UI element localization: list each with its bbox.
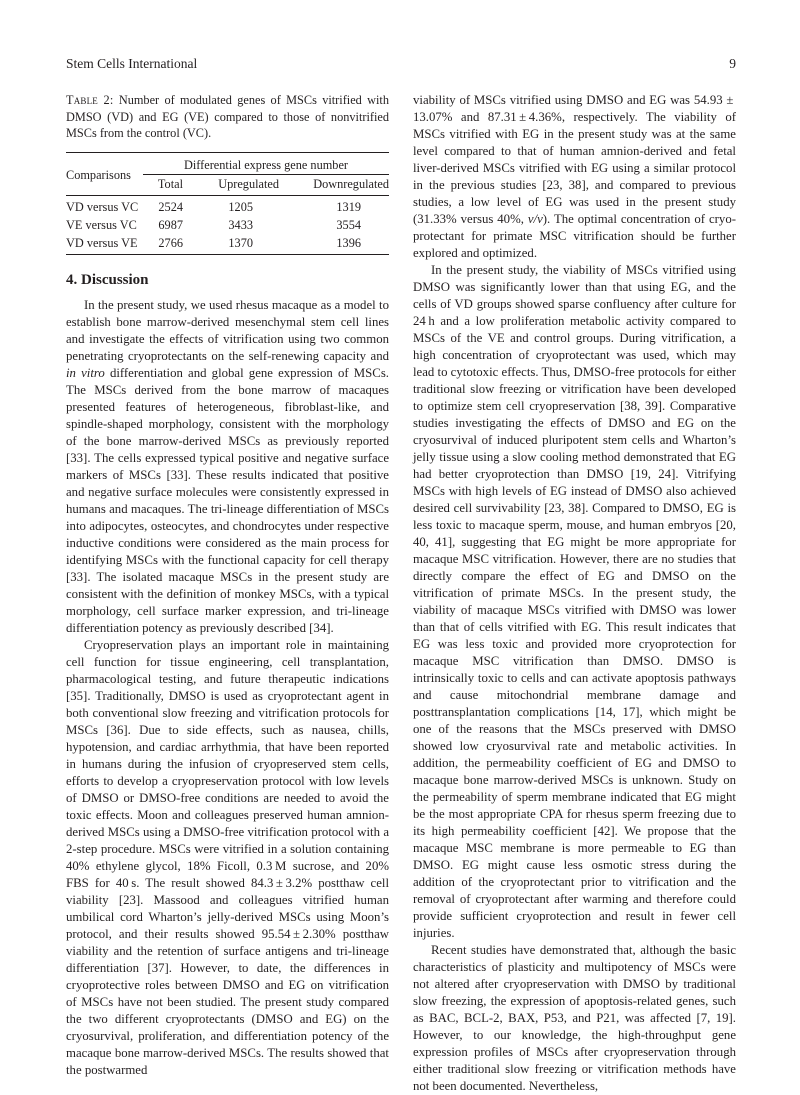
page-number: 9 bbox=[729, 56, 736, 71]
paragraph: In the present study, the viability of MSCs vitrified using DMSO was significantly lower than that using EG, and the cells of VD groups showed sparse confluency after culture for 24 h and a low proliferation metabolic activity compared to MSCs of the VE and control groups. During vitrification, a high concentration of cryoprotectant was used, which may lead to cytotoxic effects. Thus, DMSO-free protocols for either traditional slow freezing or vitrification have been developed to optimize stem cell cryopreservation [38, 39]. Comparative studies investigating the effects of DMSO and EG on the cryosurvival of induced pluripotent stem cells and Wharton’s jelly tissue using a slow cooling method demonstrated that EG had better cryoprotection than DMSO [19, 24]. Vitrifying MSCs with high levels of EG instead of DMSO also achieved desired cell survivability [23, 38]. Compared to DMSO, EG is less toxic to macaque sperm, mouse, and human embryos [20, 40, 41], suggesting that EG might be more appropriate for macaque MSC vitrification. However, there are no studies that directly compare the effect of EG and DMSO on the vitrification of primate MSCs. In the present study, the viability of macaque MSCs vitrified with DMSO was lower than that of cells vitrified with EG. This result indicates that EG was less toxic and provided more cryoprotection for macaque MSC vitrification than DMSO. DMSO is intrinsically toxic to cells and can activate apoptosis pathways and cause mitochondrial membrane damage and posttransplantation complications [14, 17], which might be one of the reasons that the MSCs preserved with DMSO showed low cryosurvival rate and metabolic activities. In addition, the permeability coefficient of EG and DMSO to macaque bone marrow-derived MSCs is unknown. Study on the permeability of sperm membrane indicated that EG might be the most appropriate CPA for rhesus sperm freezing due to its high permeability coefficient [42]. We propose that the macaque MSC membrane is more permeable to EG than DMSO. EG might cause less osmotic stress during the addition of the cryoprotectant prior to vitrification and the removal of cryoprotectant after warming and therefore could provide sufficient cryoprotection and result in fewer cell injuries. bbox=[413, 263, 736, 940]
paragraph bbox=[413, 92, 736, 262]
table-row bbox=[66, 234, 389, 255]
cell-down: 1396 bbox=[279, 234, 389, 255]
header-upregulated: Upregulated bbox=[183, 174, 279, 195]
cell-total: 2766 bbox=[143, 234, 183, 255]
cell-up: 1205 bbox=[228, 199, 253, 214]
table-caption bbox=[66, 92, 389, 142]
header-downregulated: Downregulated bbox=[279, 174, 389, 195]
paragraph-text: ). The optimal concentration of cryoprotectant for primate MSC vitrification should be further explored and optimized. bbox=[413, 212, 736, 260]
paragraph-italic: in vitro bbox=[66, 365, 105, 380]
left-column bbox=[66, 92, 389, 1079]
section-heading: 4. Discussion bbox=[66, 271, 149, 288]
table-caption-text: Number of modulated genes of MSCs vitrified with DMSO (VD) and EG (VE) compared to those of nonvitrified MSCs from the control (VC). bbox=[66, 93, 389, 140]
cell-down: 1319 bbox=[336, 199, 361, 214]
paragraph-text: differentiation and global gene expression of MSCs. The MSCs derived from the bone marrow of macaques presented features of heterogeneous, fibroblast-like, and spindle-shaped morphology, consistent with the morphology of the bone marrow-derived MSCs as previously reported [33]. The cells expressed typical positive and negative surface markers of MSCs [33]. These results indicated that positive and negative surface molecules were consistently expressed in humans and macaques. The tri-lineage differentiation of MSCs into adipocytes, osteocytes, and chondrocytes under respective inductive conditions were considered as the main process for identifying MSCs with the functional capacity for cell therapy [33]. The isolated macaque MSCs in the present study are consistent with the definition of monkey MSCs, with a typical morphology, cell surface marker expression, and tri-lineage differentiation potency as previously described [34]. bbox=[66, 365, 389, 635]
header-group: Differential express gene number bbox=[143, 152, 389, 174]
cell-down: 3554 bbox=[336, 217, 361, 232]
cell-up: 3433 bbox=[228, 217, 253, 232]
paragraph-italic: v/v bbox=[527, 212, 543, 226]
table-row bbox=[66, 195, 389, 216]
cell-total: 6987 bbox=[158, 217, 183, 232]
paragraph: Cryopreservation plays an important role in maintaining cell function for tissue engineering, cell transplantation, pharmacological testing, and future therapeutic indications [35]. Traditionally, DMSO is used as cryoprotectant agent in both conventional slow freezing and vitrification protocols for MSCs [36]. Due to side effects, such as nausea, chills, hypotension, and cardiac arrhythmia, that have been reported in humans during the infusion of cryopreserved stem cells, efforts to develop a cryopreservation protocol with low levels of DMSO or DMSO-free conditions are needed to avoid the toxic effects. Moon and colleagues preserved human amnion-derived MSCs using a DMSO-free vitrification protocol with a 2-step procedure. MSCs were vitrified in a solution containing 40% ethylene glycol, 18% Ficoll, 0.3 M sucrose, and 20% FBS for 40 s. The result showed 84.3 ± 3.2% postthaw cell viability [23]. Massood and colleagues vitrified human umbilical cord Wharton’s jelly-derived MSCs using Moon’s protocol, and their results showed 95.54 ± 2.30% postthaw viability and the retention of surface antigens and tri-lineage differentiation [37]. However, to date, the differences in cryoprotective roles between DMSO and EG on vitrification of MSCs have not been studied. The present study compared the two different cryoprotectants (DMSO and EG) on the cryosurvival, proliferation, and differentiation potency of the macaque bone marrow-derived MSCs. The results showed that the postwarmed bbox=[66, 637, 389, 1077]
header-comparisons: Comparisons bbox=[66, 152, 143, 195]
cell-comparison: VD versus VE bbox=[66, 234, 143, 255]
right-column bbox=[413, 92, 736, 1095]
cell-comparison: VE versus VC bbox=[66, 217, 137, 232]
cell-comparison: VD versus VC bbox=[66, 199, 139, 214]
table-caption-label: Table 2: bbox=[66, 93, 114, 107]
paragraph: Recent studies have demonstrated that, although the basic characteristics of plasticity and multipotency of MSCs were not altered after cryopreservation with DMSO by traditional slow freezing, the expression of apoptosis-related genes, such as BAC, BCL-2, BAX, P53, and P21, was affected [7, 19]. However, to our knowledge, the high-throughput gene expression profiles of MSCs after cryopreservation through either traditional slow freezing or vitrification methods have not been documented. Nevertheless, bbox=[413, 943, 736, 1093]
journal-name: Stem Cells International bbox=[66, 56, 198, 71]
paragraph-text: In the present study, we used rhesus macaque as a model to establish bone marrow-derived mesenchymal stem cell lines and investigate the effects of vitrification using two common penetrating cryoprotectants on the self-renewing capacity and bbox=[66, 297, 389, 363]
paragraph bbox=[66, 297, 389, 637]
header-total: Total bbox=[143, 174, 183, 195]
running-head bbox=[66, 56, 736, 72]
paragraph-text: viability of MSCs vitrified using DMSO and EG was 54.93 ± 13.07% and 87.31 ± 4.36%, respectively. The viability of MSCs vitrified with EG in the present study was at the same level compared to that of human amnion-derived and fetal liver-derived MSCs vitrified with EG using a similar protocol in the previous studies [23, 38], and compared to previous studies, a low level of EG was used in the present study (31.33% versus 40%, bbox=[413, 93, 736, 226]
table-row bbox=[66, 216, 389, 234]
cell-up: 1370 bbox=[183, 234, 279, 255]
cell-total: 2524 bbox=[158, 199, 183, 214]
gene-count-table bbox=[66, 152, 389, 255]
